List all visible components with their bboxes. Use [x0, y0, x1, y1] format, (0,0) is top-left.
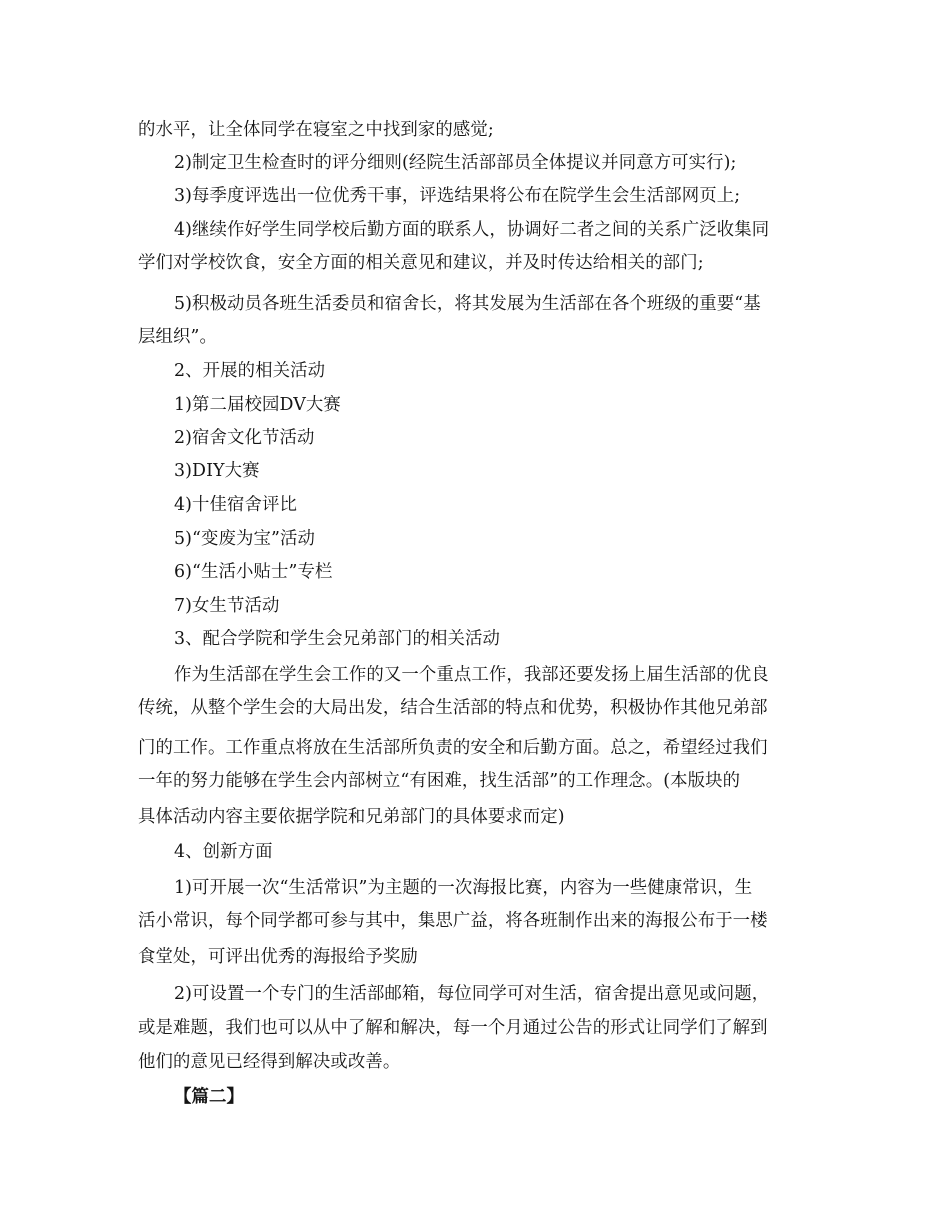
text-line: 4)十佳宿舍评比 — [174, 495, 297, 515]
text-line: 活小常识，每个同学都可参与其中，集思广益，将各班制作出来的海报公布于一楼 — [138, 911, 768, 931]
text-line: 2)宿舍文化节活动 — [174, 428, 315, 448]
text-line: 5)“变废为宝”活动 — [174, 529, 315, 549]
section-heading: 【篇二】 — [174, 1087, 244, 1107]
text-line: 1)可开展一次“生活常识”为主题的一次海报比赛，内容为一些健康常识，生 — [174, 878, 753, 898]
text-line: 学们对学校饮食，安全方面的相关意见和建议，并及时传达给相关的部门; — [138, 253, 704, 273]
text-line: 2)可设置一个专门的生活部邮箱，每位同学可对生活，宿舍提出意见或问题， — [174, 984, 770, 1004]
text-line: 2)制定卫生检查时的评分细则(经院生活部部员全体提议并同意方可实行); — [174, 153, 737, 173]
text-line: 作为生活部在学生会工作的又一个重点工作，我部还要发扬上届生活部的优良 — [174, 665, 769, 685]
text-line: 或是难题，我们也可以从中了解和解决，每一个月通过公告的形式让同学们了解到 — [138, 1018, 768, 1038]
text-line: 具体活动内容主要依据学院和兄弟部门的具体要求而定) — [138, 807, 565, 827]
text-line: 4、创新方面 — [174, 842, 273, 862]
text-line: 4)继续作好学生同学校后勤方面的联系人，协调好二者之间的关系广泛收集同 — [174, 220, 770, 240]
text-line: 一年的努力能够在学生会内部树立“有困难，找生活部”的工作理念。(本版块的 — [138, 771, 741, 791]
text-line: 3)每季度评选出一位优秀干事，评选结果将公布在院学生会生活部网页上; — [174, 186, 741, 206]
text-line: 6)“生活小贴士”专栏 — [174, 562, 333, 582]
text-line: 3、配合学院和学生会兄弟部门的相关活动 — [174, 629, 500, 649]
text-line: 的水平，让全体同学在寝室之中找到家的感觉; — [138, 120, 494, 140]
text-line: 门的工作。工作重点将放在生活部所负责的安全和后勤方面。总之，希望经过我们 — [138, 738, 768, 758]
text-line: 7)女生节活动 — [174, 596, 280, 616]
text-line: 传统，从整个学生会的大局出发，结合生活部的特点和优势，积极协作其他兄弟部 — [138, 698, 768, 718]
text-line: 1)第二届校园DV大赛 — [174, 395, 341, 415]
text-line: 层组织”。 — [138, 327, 217, 347]
text-line: 食堂处，可评出优秀的海报给予奖励 — [138, 947, 418, 967]
text-line: 5)积极动员各班生活委员和宿舍长，将其发展为生活部在各个班级的重要“基 — [174, 294, 761, 314]
text-line: 他们的意见已经得到解决或改善。 — [138, 1052, 401, 1072]
text-line: 2、开展的相关活动 — [174, 361, 326, 381]
text-line: 3)DIY大赛 — [174, 461, 260, 481]
